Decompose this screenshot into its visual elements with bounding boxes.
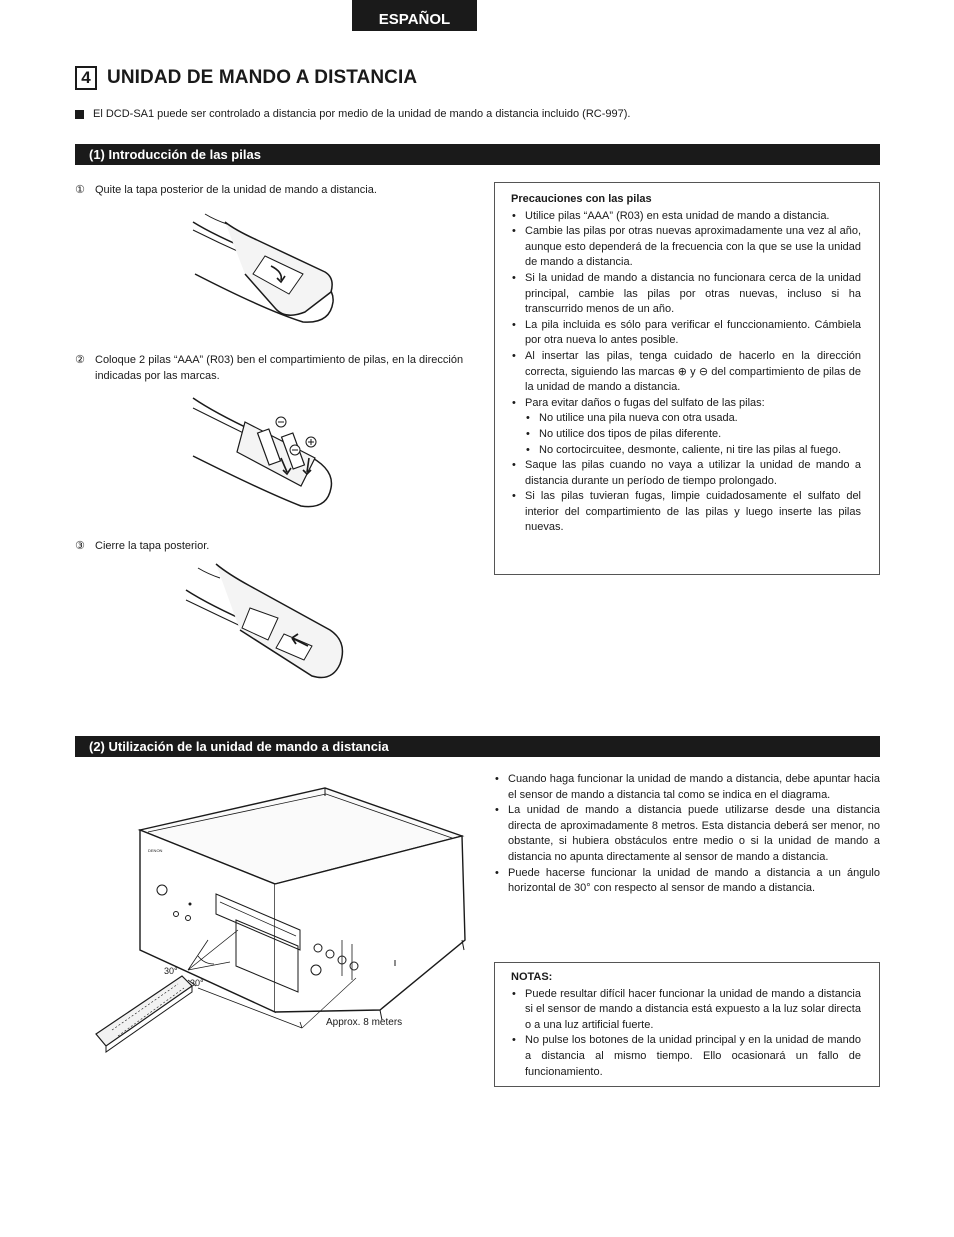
- step-text: Cierre la tapa posterior.: [95, 540, 210, 552]
- section-number: 4: [75, 66, 97, 90]
- list-item-with-sublist: [511, 396, 861, 458]
- precautions-sublist: [525, 411, 861, 458]
- notes-box: [494, 962, 880, 1087]
- subsection-title: (1) Introducción de las pilas: [89, 147, 261, 162]
- page-title: UNIDAD DE MANDO A DISTANCIA: [107, 67, 418, 88]
- list-item: • Si las pilas tuvieran fugas, limpie cuidadosamente el sulfato del interior del compartimiento de las pilas y luego inserte las pilas nuevas.: [511, 489, 861, 536]
- list-item: • Puede hacerse funcionar la unidad de mando a distancia a un ángulo horizontal de 30° con respecto al sensor de mando a distancia.: [494, 866, 880, 897]
- subsection-title: (2) Utilización de la unidad de mando a distancia: [89, 739, 389, 754]
- list-item: • Al insertar las pilas, tenga cuidado de hacerlo en la dirección correcta, siguiendo las marcas ⊕ y ⊖ del compartimiento de pilas de la unidad de mando a distancia.: [511, 349, 861, 396]
- language-tab: [352, 0, 477, 31]
- remote-usage-text: [494, 772, 880, 897]
- remote-insert-batteries-figure: [185, 392, 345, 522]
- usage-list: [494, 772, 880, 897]
- list-item: • Utilice pilas “AAA” (R03) en esta unidad de mando a distancia.: [511, 209, 861, 225]
- list-item: • Puede resultar difícil hacer funcionar la unidad de mando a distancia si el sensor de mando a distancia está expuesto a la luz solar directa o a una luz artificial fuerte.: [511, 987, 861, 1034]
- intro-label: El DCD-SA1 puede ser controlado a distancia por medio de la unidad de mando a distancia incluido (RC-997).: [93, 108, 631, 120]
- brand-logo-text: DENON: [148, 848, 163, 853]
- distance-label: Approx. 8 meters: [326, 1017, 403, 1028]
- list-item: • Cambie las pilas por otras nuevas aproximadamente una vez al año, aunque esto dependerá de la frecuencia con la que se use la unidad de mando a distancia.: [511, 224, 861, 271]
- list-item: • No pulse los botones de la unidad principal y en la unidad de mando a distancia al mismo tiempo. Ello ocasionará un fallo de funcionamiento.: [511, 1033, 861, 1080]
- remote-range-diagram: [90, 780, 475, 1060]
- precautions-title: Precauciones con las pilas: [511, 193, 652, 205]
- angle-label-right: 30°: [190, 978, 204, 988]
- subsection-bar-remote-usage: [75, 736, 880, 757]
- battery-precautions-box: [494, 182, 880, 575]
- angle-label-left: 30°: [164, 966, 178, 976]
- step-number: ③: [75, 540, 85, 552]
- sublist-item: • No utilice dos tipos de pilas diferente.: [525, 427, 861, 443]
- step-number: ①: [75, 184, 85, 196]
- sublist-item: • No cortocircuitee, desmonte, caliente, ni tire las pilas al fuego.: [525, 443, 861, 459]
- step-1: [75, 182, 465, 198]
- remote-close-cover-figure: [180, 560, 350, 688]
- notes-list: [511, 987, 861, 1081]
- square-bullet-icon: [75, 110, 84, 119]
- step-text: Quite la tapa posterior de la unidad de mando a distancia.: [95, 184, 377, 196]
- step-2: [75, 352, 465, 384]
- language-tab-label: ESPAÑOL: [378, 11, 451, 28]
- sublist-item: • No utilice una pila nueva con otra usada.: [525, 411, 861, 427]
- list-item: • La pila incluida es sólo para verificar el funccionamiento. Cámbiela por otra nueva lo antes posible.: [511, 318, 861, 349]
- list-item: • La unidad de mando a distancia puede utilizarse desde una distancia directa de aproximadamente 8 metros. Esta distancia deberá ser menor, no obstante, si hubiera obstáculos entre medio o si la unidad de mando a distancia no apunta directamente al sensor de mando a distancia.: [494, 803, 880, 865]
- section-header: [75, 66, 417, 90]
- list-item: • Saque las pilas cuando no vaya a utilizar la unidad de mando a distancia durante un período de tiempo prolongado.: [511, 458, 861, 489]
- list-item-text: Para evitar daños o fugas del sulfato de las pilas:: [525, 396, 765, 409]
- step-text: Coloque 2 pilas “AAA” (R03) ben el compartimiento de pilas, en la dirección indicadas por las marcas.: [95, 354, 464, 382]
- precautions-list: [511, 209, 861, 536]
- list-item: • Cuando haga funcionar la unidad de mando a distancia, debe apuntar hacia el sensor de mando a distancia tal como se indica en el diagrama.: [494, 772, 880, 803]
- intro-text: [75, 108, 630, 120]
- remote-open-cover-figure: [185, 212, 345, 330]
- subsection-bar-batteries: [75, 144, 880, 165]
- notes-title: NOTAS:: [511, 971, 553, 983]
- step-number: ②: [75, 354, 85, 366]
- list-item: • Si la unidad de mando a distancia no funcionara cerca de la unidad principal, cambie las pilas por otras nuevas, incluso si ha transcurrido menos de un año.: [511, 271, 861, 318]
- step-3: [75, 538, 465, 554]
